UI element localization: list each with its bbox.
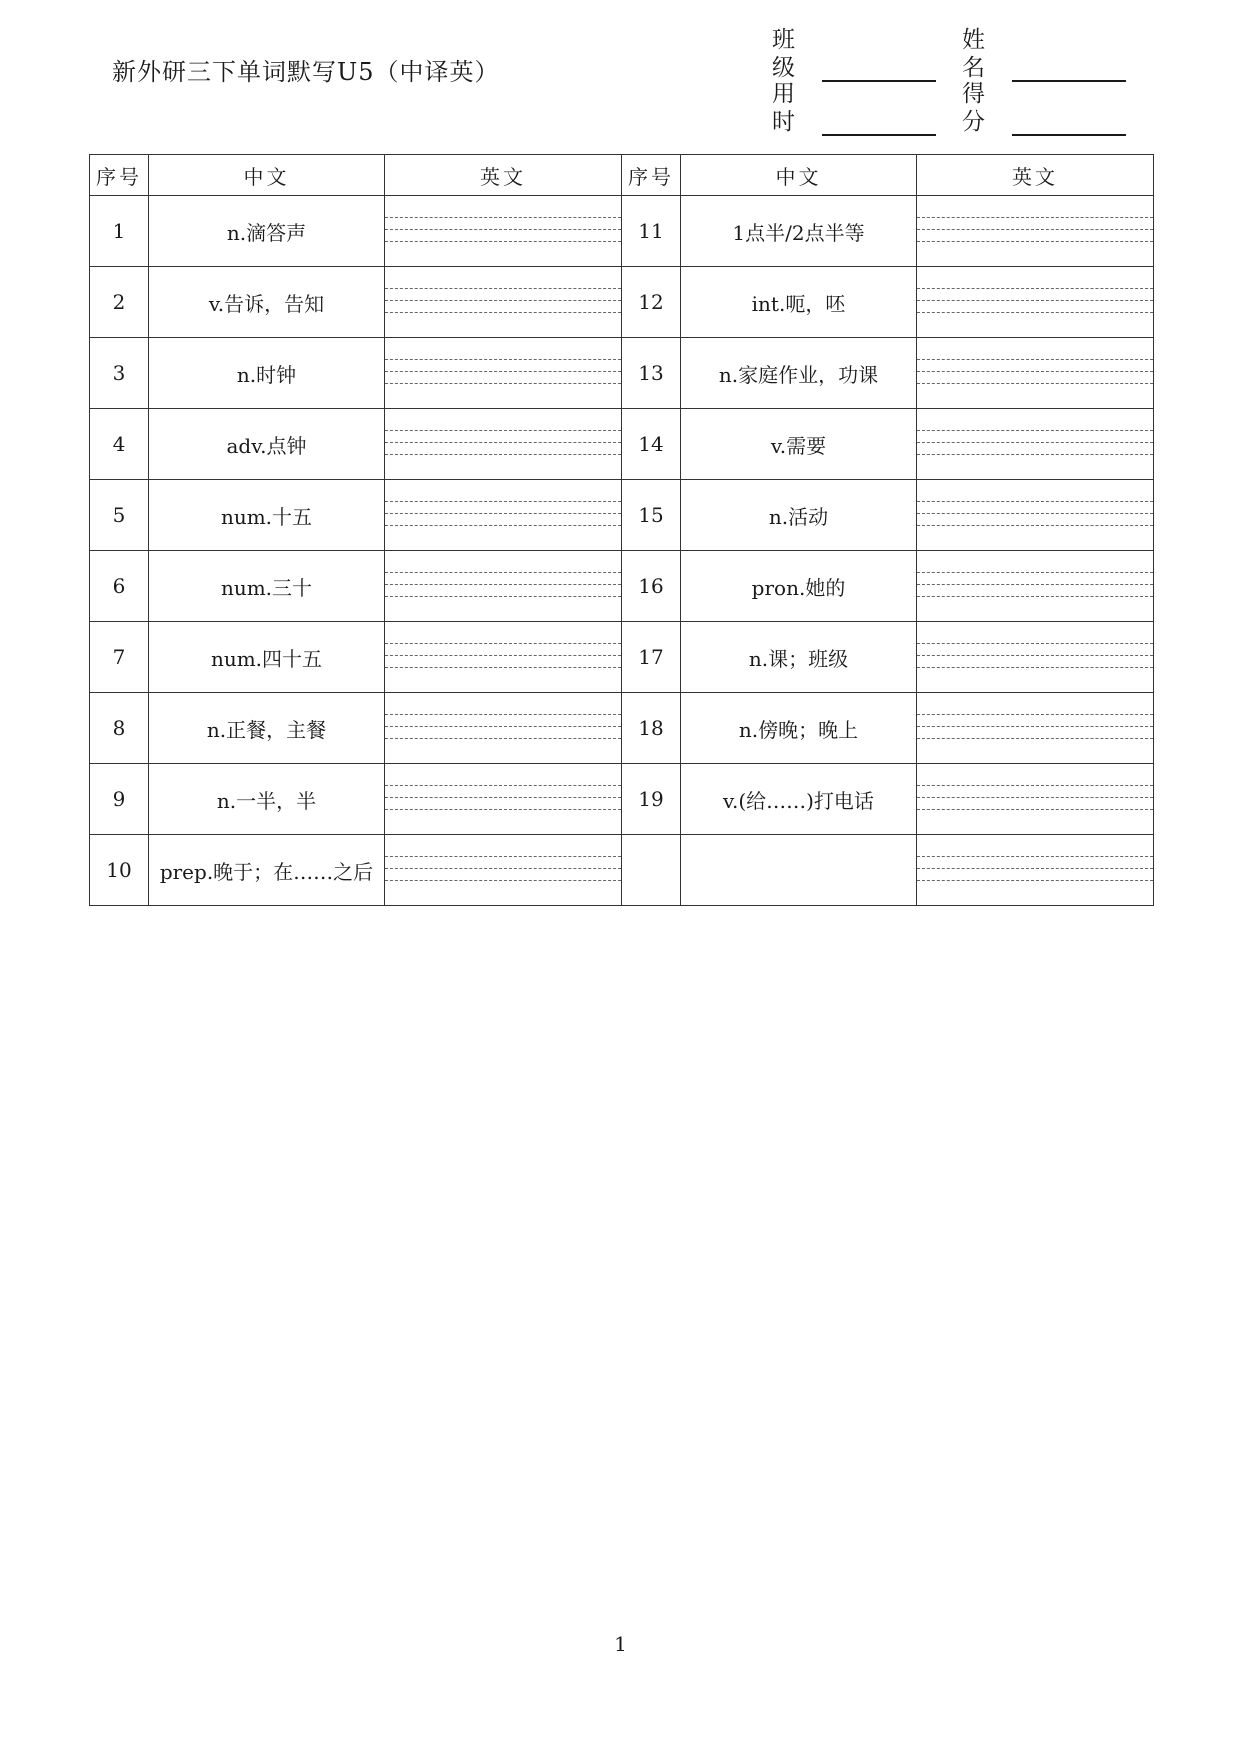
chinese-meaning: n.时钟 (149, 338, 385, 409)
english-answer-blank[interactable] (917, 196, 1154, 267)
class-label: 班级 (772, 27, 797, 81)
chinese-meaning: adv.点钟 (149, 409, 385, 480)
meta-row-1 (772, 28, 1152, 82)
chinese-meaning: 1点半/2点半等 (681, 196, 917, 267)
table-row (90, 338, 1154, 409)
student-info (772, 28, 1152, 136)
table-header-row (90, 155, 1154, 196)
row-number: 17 (622, 622, 681, 693)
row-number: 12 (622, 267, 681, 338)
english-answer-blank[interactable] (917, 267, 1154, 338)
table-row (90, 480, 1154, 551)
table-row (90, 196, 1154, 267)
row-number: 5 (90, 480, 149, 551)
chinese-meaning: n.正餐，主餐 (149, 693, 385, 764)
row-number: 13 (622, 338, 681, 409)
table-row (90, 835, 1154, 906)
chinese-meaning: v.告诉，告知 (149, 267, 385, 338)
english-answer-blank[interactable] (385, 267, 622, 338)
table-row (90, 693, 1154, 764)
english-answer-blank[interactable] (917, 835, 1154, 906)
row-number: 6 (90, 551, 149, 622)
row-number: 15 (622, 480, 681, 551)
english-answer-blank[interactable] (385, 338, 622, 409)
english-answer-blank[interactable] (917, 764, 1154, 835)
table-row (90, 267, 1154, 338)
chinese-meaning: n.傍晚；晚上 (681, 693, 917, 764)
time-blank[interactable] (822, 110, 936, 136)
score-label: 得分 (962, 81, 987, 135)
header-number: 序号 (90, 155, 149, 196)
row-number: 7 (90, 622, 149, 693)
meta-row-2 (772, 82, 1152, 136)
header-number: 序号 (622, 155, 681, 196)
name-label: 姓名 (962, 27, 987, 81)
row-number: 3 (90, 338, 149, 409)
chinese-meaning: num.四十五 (149, 622, 385, 693)
header-english: 英文 (917, 155, 1154, 196)
english-answer-blank[interactable] (385, 480, 622, 551)
english-answer-blank[interactable] (917, 551, 1154, 622)
header-chinese: 中文 (681, 155, 917, 196)
header-chinese: 中文 (149, 155, 385, 196)
english-answer-blank[interactable] (917, 622, 1154, 693)
row-number: 2 (90, 267, 149, 338)
english-answer-blank[interactable] (385, 196, 622, 267)
row-number: 14 (622, 409, 681, 480)
class-blank[interactable] (822, 56, 936, 82)
chinese-meaning: n.家庭作业，功课 (681, 338, 917, 409)
english-answer-blank[interactable] (917, 480, 1154, 551)
row-number: 16 (622, 551, 681, 622)
english-answer-blank[interactable] (917, 338, 1154, 409)
score-blank[interactable] (1012, 110, 1126, 136)
header-english: 英文 (385, 155, 622, 196)
english-answer-blank[interactable] (917, 693, 1154, 764)
chinese-meaning: pron.她的 (681, 551, 917, 622)
row-number: 9 (90, 764, 149, 835)
name-field (962, 26, 1126, 82)
chinese-meaning: prep.晚于；在……之后 (149, 835, 385, 906)
english-answer-blank[interactable] (385, 622, 622, 693)
row-number: 1 (90, 196, 149, 267)
row-number: 10 (90, 835, 149, 906)
english-answer-blank[interactable] (385, 551, 622, 622)
page-number: 1 (614, 1632, 627, 1656)
name-blank[interactable] (1012, 56, 1126, 82)
table-row (90, 764, 1154, 835)
english-answer-blank[interactable] (917, 409, 1154, 480)
chinese-meaning: n.滴答声 (149, 196, 385, 267)
chinese-meaning: num.三十 (149, 551, 385, 622)
row-number: 19 (622, 764, 681, 835)
english-answer-blank[interactable] (385, 764, 622, 835)
row-number: 18 (622, 693, 681, 764)
english-answer-blank[interactable] (385, 835, 622, 906)
chinese-meaning: v.需要 (681, 409, 917, 480)
chinese-meaning: n.课；班级 (681, 622, 917, 693)
english-answer-blank[interactable] (385, 409, 622, 480)
chinese-meaning: v.(给……)打电话 (681, 764, 917, 835)
table-row (90, 409, 1154, 480)
row-number: 4 (90, 409, 149, 480)
table-row (90, 622, 1154, 693)
chinese-meaning: int.呃，呸 (681, 267, 917, 338)
row-number: 11 (622, 196, 681, 267)
score-field (962, 80, 1126, 136)
worksheet-title: 新外研三下单词默写U5（中译英） (112, 58, 500, 86)
time-label: 用时 (772, 81, 797, 135)
row-number (622, 835, 681, 906)
class-field (772, 26, 936, 82)
row-number: 8 (90, 693, 149, 764)
chinese-meaning (681, 835, 917, 906)
vocabulary-table (89, 154, 1154, 906)
english-answer-blank[interactable] (385, 693, 622, 764)
chinese-meaning: num.十五 (149, 480, 385, 551)
table-row (90, 551, 1154, 622)
chinese-meaning: n.活动 (681, 480, 917, 551)
time-field (772, 80, 936, 136)
chinese-meaning: n.一半，半 (149, 764, 385, 835)
